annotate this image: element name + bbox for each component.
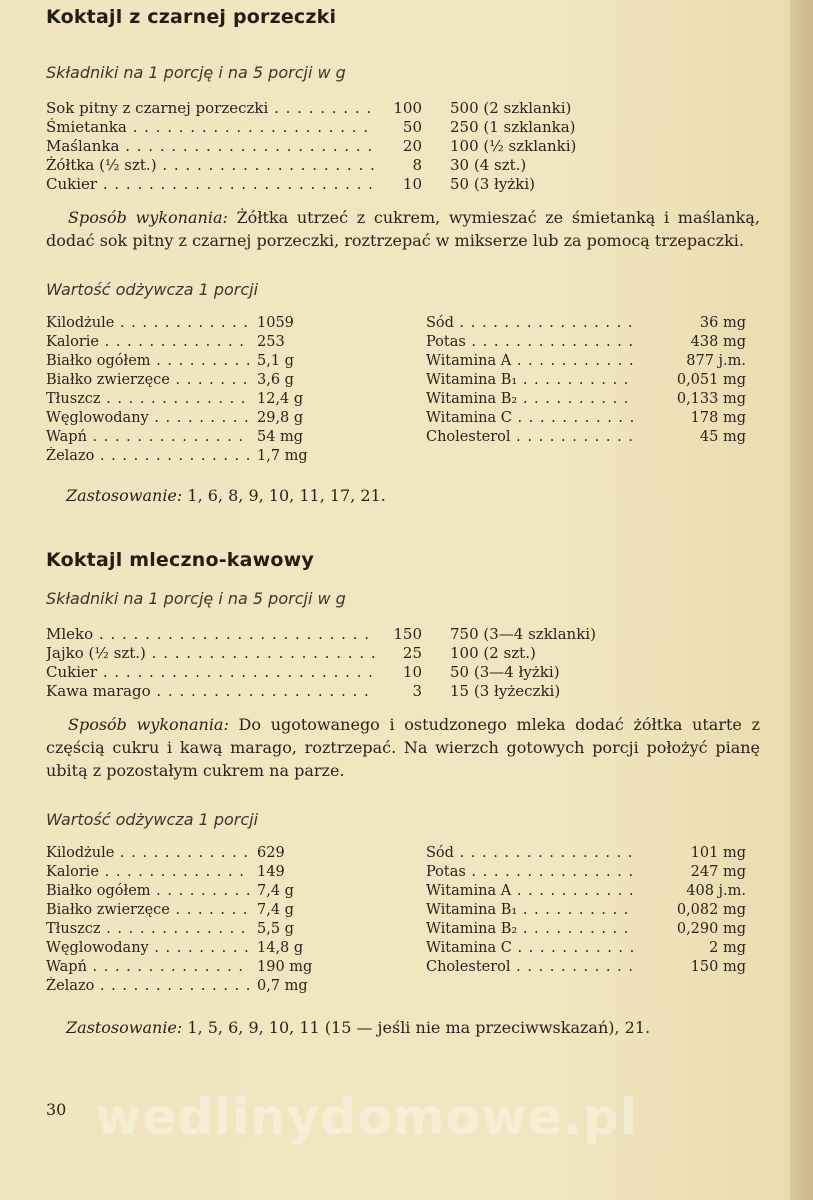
nutrition-row: Wapń . . . 190 mg [46, 958, 346, 977]
ingredients-heading: Składniki na 1 porcję i na 5 porcji w g [46, 63, 346, 82]
nutrition-row: Węglowodany . . . 29,8 g [46, 409, 346, 428]
nutrition-row: Tłuszcz . . . 5,5 g [46, 920, 346, 939]
nutrition-row: Węglowodany . . . 14,8 g [46, 939, 346, 958]
nutrition-row: Białko zwierzęce . . . 7,4 g [46, 901, 346, 920]
nutrition-column-left [46, 844, 346, 996]
ingredient-row: Cukier . . . 10 50 (3 łyżki) [46, 175, 760, 194]
method-paragraph [46, 713, 760, 782]
nutrition-table [46, 314, 760, 466]
ingredient-row: Żółtka (½ szt.) . . . 8 30 (4 szt.) [46, 156, 760, 175]
recipe-title: Koktajl mleczno-kawowy [46, 549, 315, 571]
nutrition-row: Białko ogółem . . . 7,4 g [46, 882, 346, 901]
method-text: Żółtka utrzeć z cukrem, wymieszać ze śmietanką i maślanką, dodać sok pitny z czarnej porzeczki, roztrzepać w mikserze lub za pomocą trzepaczki. [46, 208, 760, 250]
recipe-black-currant [46, 6, 760, 505]
ingredient-row: Cukier . . . 10 50 (3—4 łyżki) [46, 663, 760, 682]
nutrition-row: Białko ogółem . . . 5,1 g [46, 352, 346, 371]
nutrition-column-left [46, 314, 346, 466]
nutrition-row: Kalorie . . . 253 [46, 333, 346, 352]
nutrition-row: Żelazo . . . 1,7 mg [46, 447, 346, 466]
method-paragraph [46, 206, 760, 252]
ingredients-list [46, 625, 760, 701]
nutrition-row: Kalorie . . . 149 [46, 863, 346, 882]
nutrition-column-right [426, 844, 756, 996]
nutrition-row: Cholesterol . . . 150 mg [426, 958, 756, 977]
nutrition-column-right [426, 314, 756, 466]
usage-text: 1, 6, 8, 9, 10, 11, 17, 21. [187, 486, 386, 505]
nutrition-row: Witamina A . . . 408 j.m. [426, 882, 756, 901]
usage-label: Zastosowanie: [66, 1018, 183, 1037]
usage-label: Zastosowanie: [66, 486, 183, 505]
watermark: wedlinydomowe.pl [95, 1088, 638, 1146]
nutrition-row: Białko zwierzęce . . . 3,6 g [46, 371, 346, 390]
recipe-title: Koktajl z czarnej porzeczki [46, 6, 337, 28]
nutrition-row: Tłuszcz . . . 12,4 g [46, 390, 346, 409]
nutrition-row: Witamina C . . . 178 mg [426, 409, 756, 428]
nutrition-row: Potas . . . 247 mg [426, 863, 756, 882]
method-label: Sposób wykonania: [68, 715, 229, 734]
nutrition-row: Witamina A . . . 877 j.m. [426, 352, 756, 371]
nutrition-row: Witamina C . . . 2 mg [426, 939, 756, 958]
nutrition-row: Wapń . . . 54 mg [46, 428, 346, 447]
ingredient-row: Maślanka . . . 20 100 (½ szklanki) [46, 137, 760, 156]
nutrition-heading: Wartość odżywcza 1 porcji [46, 280, 259, 299]
nutrition-row: Witamina B₂ . . . 0,133 mg [426, 390, 756, 409]
nutrition-row: Kilodżule . . . 629 [46, 844, 346, 863]
ingredient-row: Kawa marago . . . 3 15 (3 łyżeczki) [46, 682, 760, 701]
nutrition-row: Witamina B₁ . . . 0,082 mg [426, 901, 756, 920]
ingredient-row: Jajko (½ szt.) . . . 25 100 (2 szt.) [46, 644, 760, 663]
nutrition-row: Potas . . . 438 mg [426, 333, 756, 352]
nutrition-row: Sód . . . 36 mg [426, 314, 756, 333]
ingredients-list [46, 99, 760, 194]
page-edge [790, 0, 813, 1200]
ingredient-row: Mleko . . . 150 750 (3—4 szklanki) [46, 625, 760, 644]
nutrition-heading: Wartość odżywcza 1 porcji [46, 810, 259, 829]
ingredient-row: Sok pitny z czarnej porzeczki . . . 100 500 (2 szklanki) [46, 99, 760, 118]
nutrition-row: Cholesterol . . . 45 mg [426, 428, 756, 447]
nutrition-row: Witamina B₁ . . . 0,051 mg [426, 371, 756, 390]
nutrition-row: Kilodżule . . . 1059 [46, 314, 346, 333]
ingredients-heading: Składniki na 1 porcję i na 5 porcji w g [46, 589, 346, 608]
method-text: Do ugotowanego i ostudzonego mleka dodać żółtka utarte z częścią cukru i kawą marago, roztrzepać. Na wierzch gotowych porcji położyć pianę ubitą z pozostałym cukrem na parze. [46, 715, 760, 780]
nutrition-row: Żelazo . . . 0,7 mg [46, 977, 346, 996]
usage-line [46, 486, 760, 505]
usage-line [46, 1018, 760, 1037]
nutrition-table [46, 844, 760, 996]
ingredient-row: Śmietanka . . . 50 250 (1 szklanka) [46, 118, 760, 137]
page-number: 30 [46, 1100, 67, 1119]
nutrition-row: Sód . . . 101 mg [426, 844, 756, 863]
method-label: Sposób wykonania: [68, 208, 228, 227]
usage-text: 1, 5, 6, 9, 10, 11 (15 — jeśli nie ma przeciwwskazań), 21. [187, 1018, 651, 1037]
page-content [46, 6, 760, 1037]
nutrition-row: Witamina B₂ . . . 0,290 mg [426, 920, 756, 939]
recipe-milk-coffee [46, 549, 760, 1037]
